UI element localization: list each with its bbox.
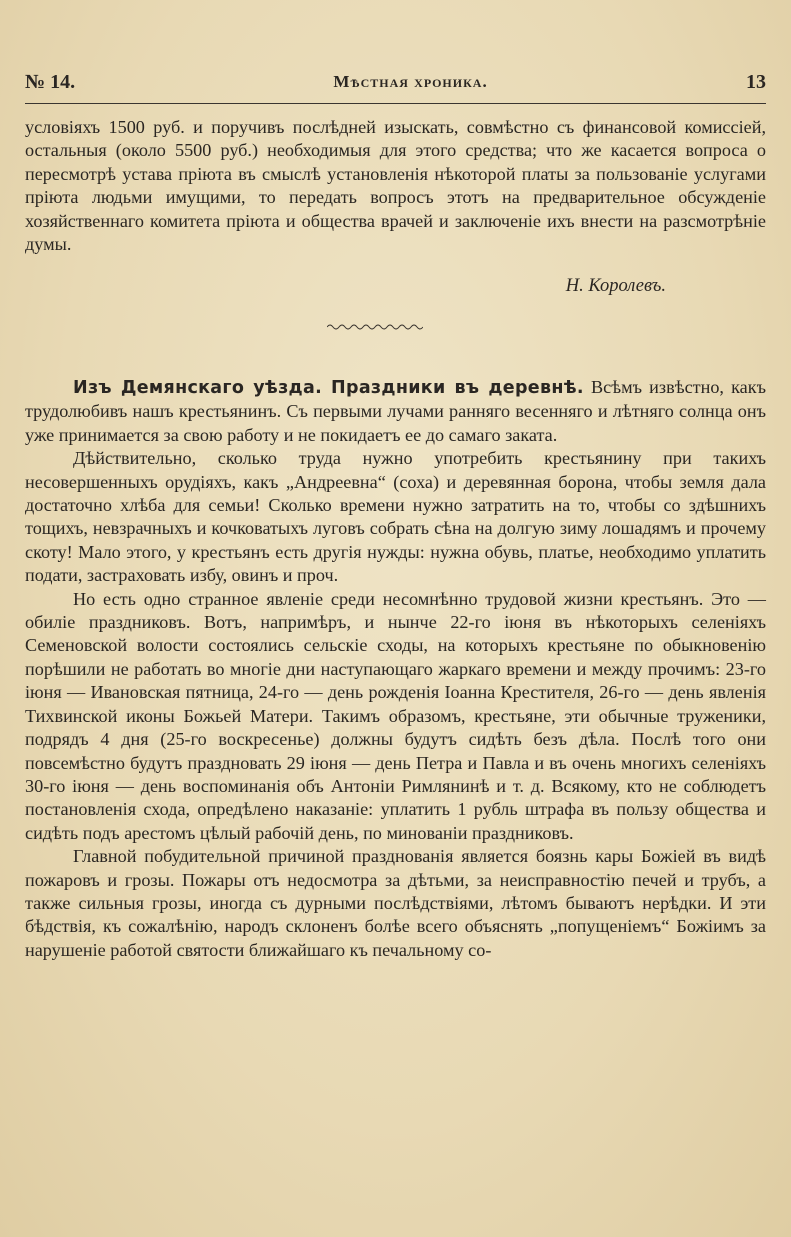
section-title: Мѣстная хроника. xyxy=(333,72,488,91)
issue-number: № 14. xyxy=(25,70,76,93)
article-paragraph-4: Главной побудительной причиной празднованія является боязнь кары Божіей въ видѣ пожаровъ и грозы. Пожары отъ недосмотра за дѣтьми, за неисправностію печей и трубъ, а также сильныя грозы, иногда съ дурными послѣдствіями, лѣтомъ бываютъ нерѣдки. И эти бѣдствія, къ сожалѣнію, народъ склоненъ болѣе всего объяснять „попущеніемъ“ Божіимъ за нарушеніе работой святости ближайшаго къ печальному со- xyxy=(25,846,766,960)
author-signature: Н. Королевъ. xyxy=(565,276,666,296)
article-paragraph-3: Но есть одно странное явленіе среди несомнѣнно трудовой жизни крестьянъ. Это — обиліе праздниковъ. Вотъ, напримѣръ, и нынче 22-го іюня въ нѣкоторыхъ селеніяхъ Семеновской волости состоялись сельскіе сходы, на которыхъ крестьяне по обыкновенію порѣшили не работать во многіе дни наступающаго жаркаго времени и между прочимъ: 23-го іюня — Ивановская пятница, 24-го — день рожденія Іоанна Крестителя, 26-го — день явленія Тихвинской иконы Божьей Матери. Такимъ образомъ, крестьяне, эти обычные труженики, подрядъ 4 дня (25-го воскресенье) должны будутъ сидѣть безъ дѣла. Послѣ того они повсемѣстно будутъ праздновать 29 іюня — день Петра и Павла и въ очень многихъ селеніяхъ 30-го іюня — день воспоминанія объ Антоніи Римлянинѣ и т. д. Всякому, кто не соблюдетъ постановленія схода, опредѣлено наказаніе: уплатить 1 рубль штрафа въ пользу общества и сидѣть подъ арестомъ цѣлый рабочій день, по минованіи праздниковъ. xyxy=(25,588,766,843)
article-paragraph-1 xyxy=(25,376,766,447)
page-header xyxy=(25,64,766,100)
article-rubric: Изъ Демянскаго уѣзда. Праздники въ деревнѣ. xyxy=(73,378,584,398)
page-number: 13 xyxy=(745,70,766,93)
article-continuation xyxy=(25,116,766,256)
header-rule xyxy=(25,103,766,104)
article-demyansk xyxy=(25,376,766,962)
article-paragraph: условіяхъ 1500 руб. и поручивъ послѣдней изыскать, совмѣстно съ финансовой комиссіей, остальныя (около 5500 руб.) необходимыя для этого средства; что же касается вопроса о пересмотрѣ устава пріюта въ смыслѣ установленія нѣкоторой платы за пользованіе услугами пріюта людьми имущими, то передать вопросъ этотъ на предварительное обсужденіе хозяйственнаго комитета пріюта и общества врачей и заключеніе ихъ внести на разсмотрѣніе думы. xyxy=(25,117,766,255)
article-paragraph-2: Дѣйствительно, сколько труда нужно употребить крестьянину при такихъ несовершенныхъ орудіяхъ, какъ „Андреевна“ (соха) и деревянная борона, чтобы земля дала достаточно хлѣба для семьи! Сколько времени нужно затратить на то, чтобы со здѣшнихъ тощихъ, невзрачныхъ и кочковатыхъ луговъ собрать сѣна на долгую зиму лошадямъ и прочему скоту! Мало этого, у крестьянъ есть другія нужды: нужна обувь, платье, необходимо уплатить подати, застраховать избу, овинъ и проч. xyxy=(25,448,766,586)
wavy-divider xyxy=(327,322,423,332)
paragraph-text: Всѣмъ извѣстно, какъ трудолюбивъ нашъ крестьянинъ. Съ первыми лучами ранняго весенняго и лѣтняго солнца онъ уже принимается за свою работу и не покидаетъ ее до самаго заката. xyxy=(25,377,766,445)
